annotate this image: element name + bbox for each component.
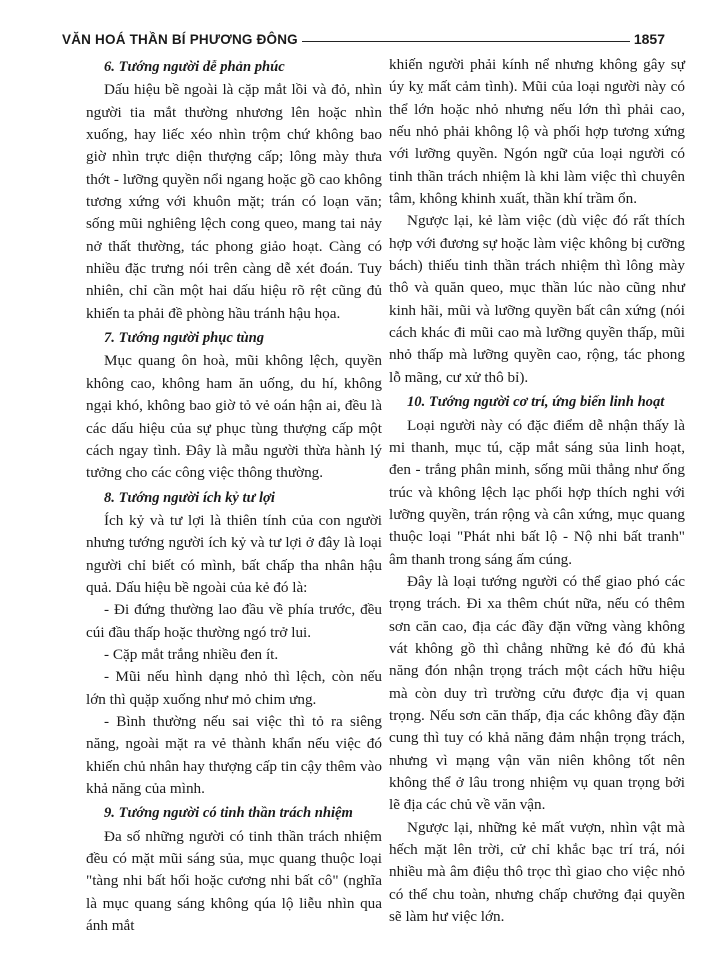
page-number: 1857: [633, 31, 665, 47]
paragraph: Dấu hiệu bề ngoài là cặp mắt lồi và đỏ, nhìn người tia mắt thường nhương lên hoặc nhìn xuống, hay liếc xéo nhìn trộm chứ không bao giờ nhìn trực diện thượng cấp; lông mày thưa thớt - lưỡng quyền nổi ngang hoặc gồ cao không tương xứng với khuôn mặt; trán có loạn văn; sống mũi nghiêng lệch cong queo, mang tai nảy nở thất thường, tác phong giảo hoạt. Càng có nhiều đặc trưng nói trên càng dễ xét đoán. Tuy nhiên, chỉ cần một hai dấu hiệu rõ rệt cũng đủ khiến ta phải đề phòng hầu tránh hậu họa.: [86, 81, 382, 322]
section-heading-10: 10. Tướng người cơ trí, ứng biến linh hoạt: [407, 394, 665, 411]
paragraph-continued: khiến người phải kính nể nhưng không gây sự úy kỵ mất cảm tình). Mũi của loại người này có thể lớn hoặc nhỏ nhưng nếu lớn thì phải cao, nếu nhỏ phải không lộ và phối hợp tương xứng với lưỡng quyền. Ngón ngữ của loại người có tinh thần trách nhiệm là khi làm việc thì chuyên tâm, không khinh xuất, thần khí trầm ổn.: [389, 56, 685, 208]
paragraph: Ngược lại, những kẻ mất vượn, nhìn vật mà hếch mặt lên trời, cử chỉ khắc bạc trí trá, nói nhiều mà âm điệu thô trọc thì giao cho việc nhỏ có thể chu toàn, nhưng chấp chưởng đại quyền sẽ làm hư việc lớn.: [389, 818, 685, 926]
running-header: [62, 28, 665, 50]
section-heading-6: 6. Tướng người dễ phản phúc: [104, 59, 285, 75]
paragraph: Đây là loại tướng người có thể giao phó các trọng trách. Đi xa thêm chút nữa, nếu có thêm sơn căn cao, địa các đầy đặn vững vàng không vát không gồ thì chẳng những kẻ đó đủ khả năng đón nhận trọng trách một cách hữu hiệu mà còn duy trì trường cửu được địa vị quan trọng. Nếu sơn căn thấp, địa các không đầy đặn cung thì tuy có khả năng đảm nhận trọng trách, nhưng vì mạng vận văn niên không tốt nên không thể ở lâu trong nhiệm vụ quan trọng bởi lẽ địa các chủ về văn vận.: [389, 572, 685, 814]
section-heading-9: 9. Tướng người có tinh thần trách nhiệm: [104, 805, 353, 822]
paragraph: Ngược lại, kẻ làm việc (dù việc đó rất thích hợp với đương sự hoặc làm việc không bị cưỡng bách) thiếu tinh thần trách nhiệm thì lông mày thô và quăn queo, mục thần lúc nào cũng như kinh hãi, mũi và lưỡng quyền bất cân xứng (nói cách khác đi mũi cao mà lưỡng quyền thấp, mũi nhỏ thấp mà lưỡng quyền cao, rộng, tác phong lỗ mãng, cư xử thô bỉ).: [389, 212, 685, 386]
list-item: - Mũi nếu hình dạng nhỏ thì lệch, còn nếu lớn thì quặp xuống như mỏ chim ưng.: [86, 668, 382, 708]
header-rule: [302, 41, 630, 42]
right-column: [389, 54, 685, 928]
book-title: VĂN HOÁ THẦN BÍ PHƯƠNG ĐÔNG: [62, 31, 298, 47]
paragraph: Đa số những người có tinh thần trách nhiệm đều có mặt mũi sáng sủa, mục quang thuộc loại "tàng nhi bất hối hoặc cương nhi bất cô" (nghĩa là mục quang sáng không qúa lộ liễu nhìn qua ánh mắt: [86, 827, 382, 935]
left-column: [86, 54, 382, 937]
list-item: - Bình thường nếu sai việc thì tỏ ra siêng năng, ngoài mặt ra vẻ thành khẩn nếu việc đó khiến chủ nhân hay thượng cấp tin cậy thêm vào khả năng của mình.: [86, 712, 382, 797]
list-item: - Cặp mắt trắng nhiều đen ít.: [104, 645, 279, 663]
section-heading-8: 8. Tướng người ích kỷ tư lợi: [104, 489, 275, 506]
paragraph: Ích kỷ và tư lợi là thiên tính của con người nhưng tướng người ích kỷ và tư lợi ở đây là loại người chỉ biết có mình, bất chấp tha nhân hậu quả. Dấu hiệu bề ngoài của kẻ đó là:: [86, 511, 382, 596]
paragraph: Loại người này có đặc điểm dễ nhận thấy là mi thanh, mục tú, cặp mắt sáng sủa linh hoạt, đen - trắng phân minh, sống mũi thẳng như ống trúc và không lệch lạc phối hợp thích nghi với lưỡng quyền, trán rộng và cân xứng, mục quang thuộc loại "Phát nhi bất lộ - Nộ nhi bất tranh" âm thanh trong sáng ấm cúng.: [389, 416, 685, 568]
paragraph: Mục quang ôn hoà, mũi không lệch, quyền không cao, không ham ăn uống, du hí, không ngại khó, không bao giờ tỏ vẻ oán hận ai, đều là các dấu hiệu của sự phục tùng thượng cấp một cách ngay tình. Đây là mẫu người thừa hành lý tưởng cho các công việc thông thường.: [86, 352, 382, 482]
section-heading-7: 7. Tướng người phục tùng: [104, 330, 265, 347]
list-item: - Đi đứng thường lao đầu về phía trước, đều cúi đầu thấp hoặc thường ngó trở lui.: [86, 601, 382, 641]
